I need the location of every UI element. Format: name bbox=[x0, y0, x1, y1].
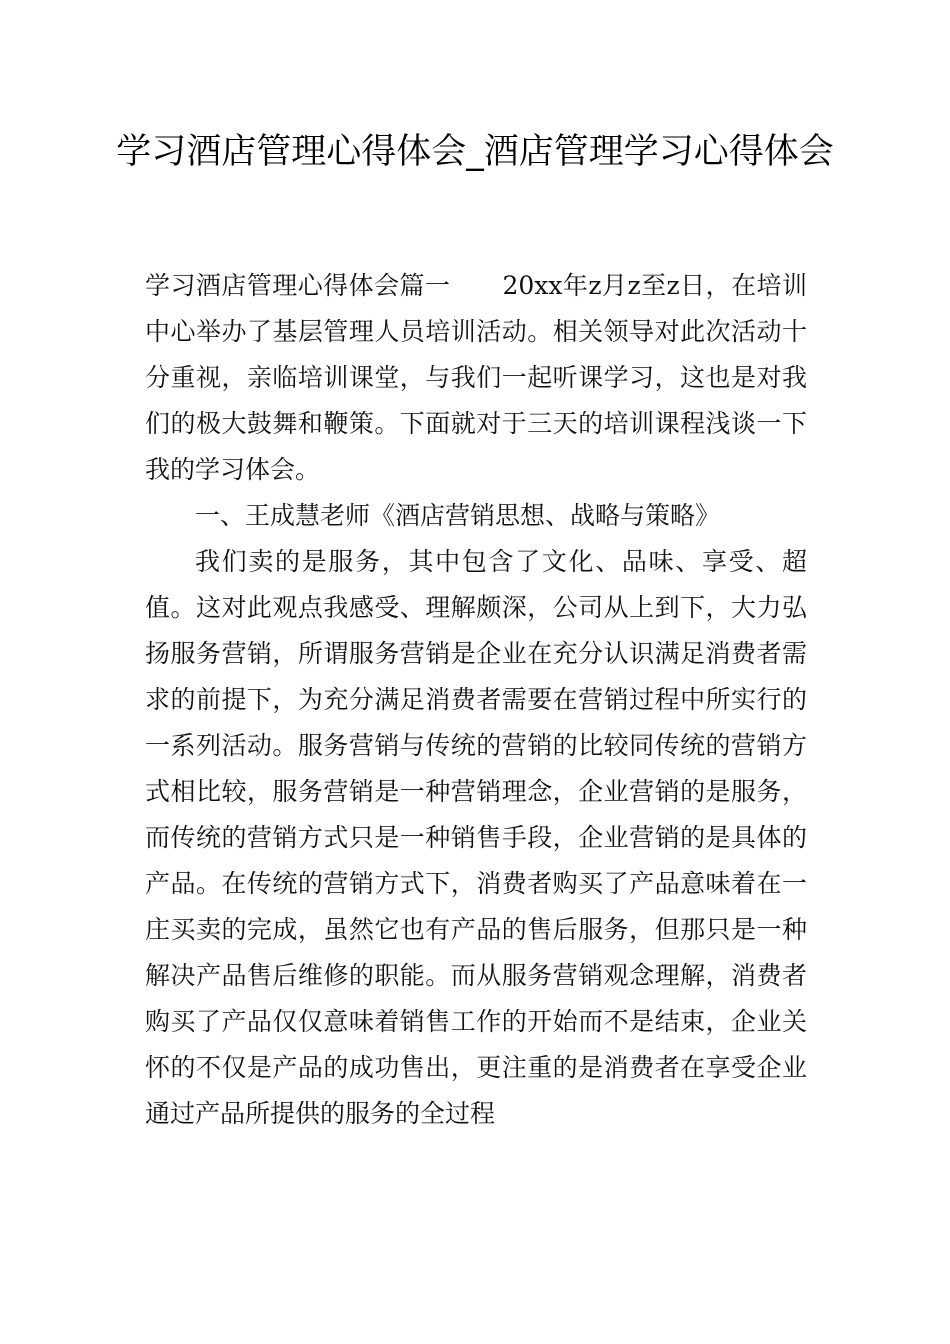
intro-label: 学习酒店管理心得体会篇一 bbox=[145, 271, 451, 300]
document-body bbox=[145, 263, 807, 1137]
intro-paragraph bbox=[145, 263, 807, 493]
intro-text: 20xx年z月z至z日，在培训中心举办了基层管理人员培训活动。相关领导对此次活动十分重视，亲临培训课堂，与我们一起听课学习，这也是对我们的极大鼓舞和鞭策。下面就对于三天的培训课程浅谈一下我的学习体会。 bbox=[145, 271, 807, 484]
section-heading: 一、王成慧老师《酒店营销思想、战略与策略》 bbox=[195, 501, 721, 530]
body-paragraph: 我们卖的是服务，其中包含了文化、品味、享受、超值。这对此观点我感受、理解颇深，公司从上到下，大力弘扬服务营销，所谓服务营销是企业在充分认识满足消费者需求的前提下，为充分满足消费者需要在营销过程中所实行的一系列活动。服务营销与传统的营销的比较同传统的营销方式相比较，服务营销是一种营销理念，企业营销的是服务，而传统的营销方式只是一种销售手段，企业营销的是具体的产品。在传统的营销方式下，消费者购买了产品意味着在一庄买卖的完成，虽然它也有产品的售后服务，但那只是一种解决产品售后维修的职能。而从服务营销观念理解，消费者购买了产品仅仅意味着销售工作的开始而不是结束，企业关怀的不仅是产品的成功售出，更注重的是消费者在享受企业通过产品所提供的服务的全过程 bbox=[145, 547, 807, 1128]
document-title: 学习酒店管理心得体会_酒店管理学习心得体会 bbox=[116, 132, 834, 172]
